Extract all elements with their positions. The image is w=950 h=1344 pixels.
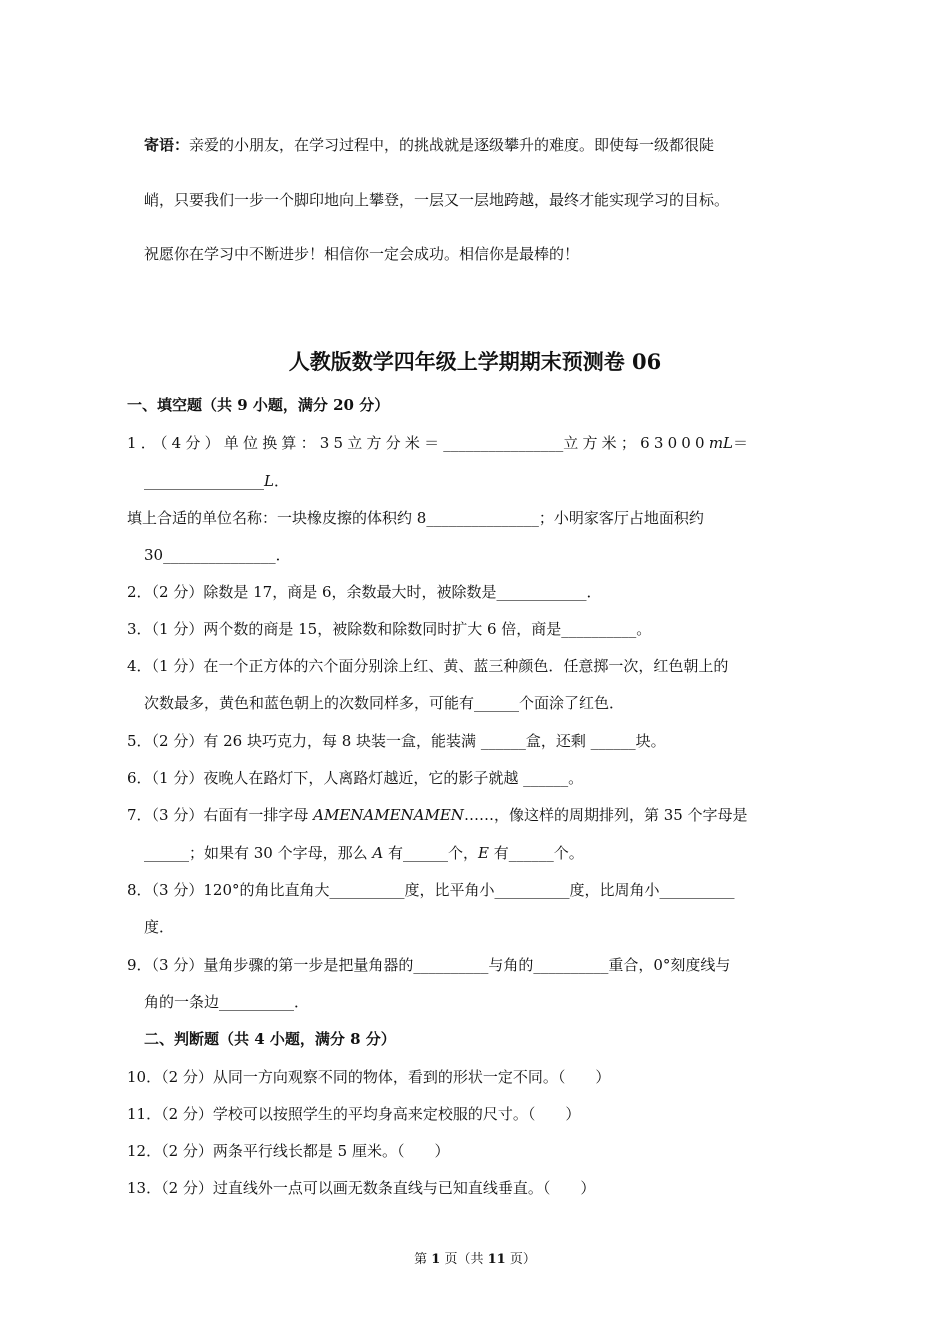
q7-text-c: ______；如果有 30 个字母，那么 [144,844,373,862]
page-title: 人教版数学四年级上学期期末预测卷 06 [288,349,662,374]
question-3: 3．（1 分）两个数的商是 15，被除数和除数同时扩大 6 倍，商是__________。 [127,620,652,638]
question-2: 2．（2 分）除数是 17，商是 6，余数最大时，被除数是____________． [127,583,602,601]
question-11: 11．（2 分）学校可以按照学生的平均身高来定校服的尺寸。（ ） [127,1105,581,1123]
q7-letter-a: A [372,844,384,862]
question-4-line-2: 次数最多，黄色和蓝色朝上的次数同样多，可能有______个面涂了红色． [144,694,625,712]
q7-text-b: ……，像这样的周期排列，第 35 个字母是 [463,806,748,824]
question-13: 13．（2 分）过直线外一点可以画无数条直线与已知直线垂直。（ ） [127,1179,596,1197]
question-5: 5．（2 分）有 26 块巧克力，每 8 块装一盒，能装满 ______盒，还剩 ______块。 [127,732,666,750]
question-1-line-1 [127,432,806,453]
section-2-heading: 二、判断题（共 4 小题，满分 8 分） [144,1030,396,1048]
q7-text-e: 有______个。 [488,844,584,862]
q7-letter-e: E [478,844,489,862]
q1-unit-l: L [264,472,274,490]
question-9-line-1: 9．（3 分）量角步骤的第一步是把量角器的__________与角的__________重合，0°刻度线与 [127,956,731,974]
section-1-heading: 一、填空题（共 9 小题，满分 20 分） [127,396,390,414]
question-1-line-2 [144,470,289,491]
question-12: 12．（2 分）两条平行线长都是 5 厘米。（ ） [127,1142,450,1160]
q7-text-d: 有______个， [383,844,479,862]
footer-total-pages: 11 [487,1252,506,1267]
question-9-line-2: 角的一条边__________． [144,993,310,1011]
footer-page-number: 1 [431,1252,441,1267]
footer-mid: 页（共 [440,1252,488,1267]
q7-text-a: 7．（3 分）右面有一排字母 [127,806,314,824]
q1-blank-1: ________________ [443,434,564,452]
question-8-line-2: 度． [144,918,175,936]
q1-text-b: 立方米；63000 [563,434,709,452]
question-7-line-2 [144,842,584,863]
q1-blank-2: ________________ [144,472,264,490]
question-7-line-1 [127,804,748,825]
q1-text-a: 1．（4分）单位换算：35立方分米＝ [127,434,444,452]
footer-pre: 第 [414,1252,432,1267]
question-10: 10．（2 分）从同一方向观察不同的物体，看到的形状一定不同。（ ） [127,1068,611,1086]
question-1-line-3: 填上合适的单位名称：一块橡皮擦的体积约 8_______________；小明家客厅占地面积约 [127,509,704,527]
intro-line-2: 峭，只要我们一步一个脚印地向上攀登，一层又一层地跨越，最终才能实现学习的目标。 [144,191,730,209]
intro-line-3: 祝愿你在学习中不断进步！相信你一定会成功。相信你是最棒的！ [144,245,580,263]
q1-unit-ml: mL [708,434,733,452]
q1-end: ． [273,472,289,490]
intro-label: 寄语： [144,136,190,154]
intro-line-1 [144,134,714,155]
question-6: 6．（1 分）夜晚人在路灯下，人离路灯越近，它的影子就越 ______。 [127,769,584,787]
question-8-line-1: 8．（3 分）120°的角比直角大__________度，比平角小__________度，比周角小__________ [127,881,735,899]
footer-post: 页） [505,1252,536,1267]
question-4-line-1: 4．（1 分）在一个正方体的六个面分别涂上红、黄、蓝三种颜色．任意掷一次，红色朝上的 [127,657,729,675]
intro-text-1: 亲爱的小朋友，在学习过程中，的挑战就是逐级攀升的难度。即使每一级都很陡 [189,136,715,154]
q1-text-c: ＝ [733,434,753,452]
question-1-line-4: 30_______________． [144,546,291,564]
q7-letters: AMENAMENAMEN [313,806,464,824]
page-footer [0,1248,950,1267]
